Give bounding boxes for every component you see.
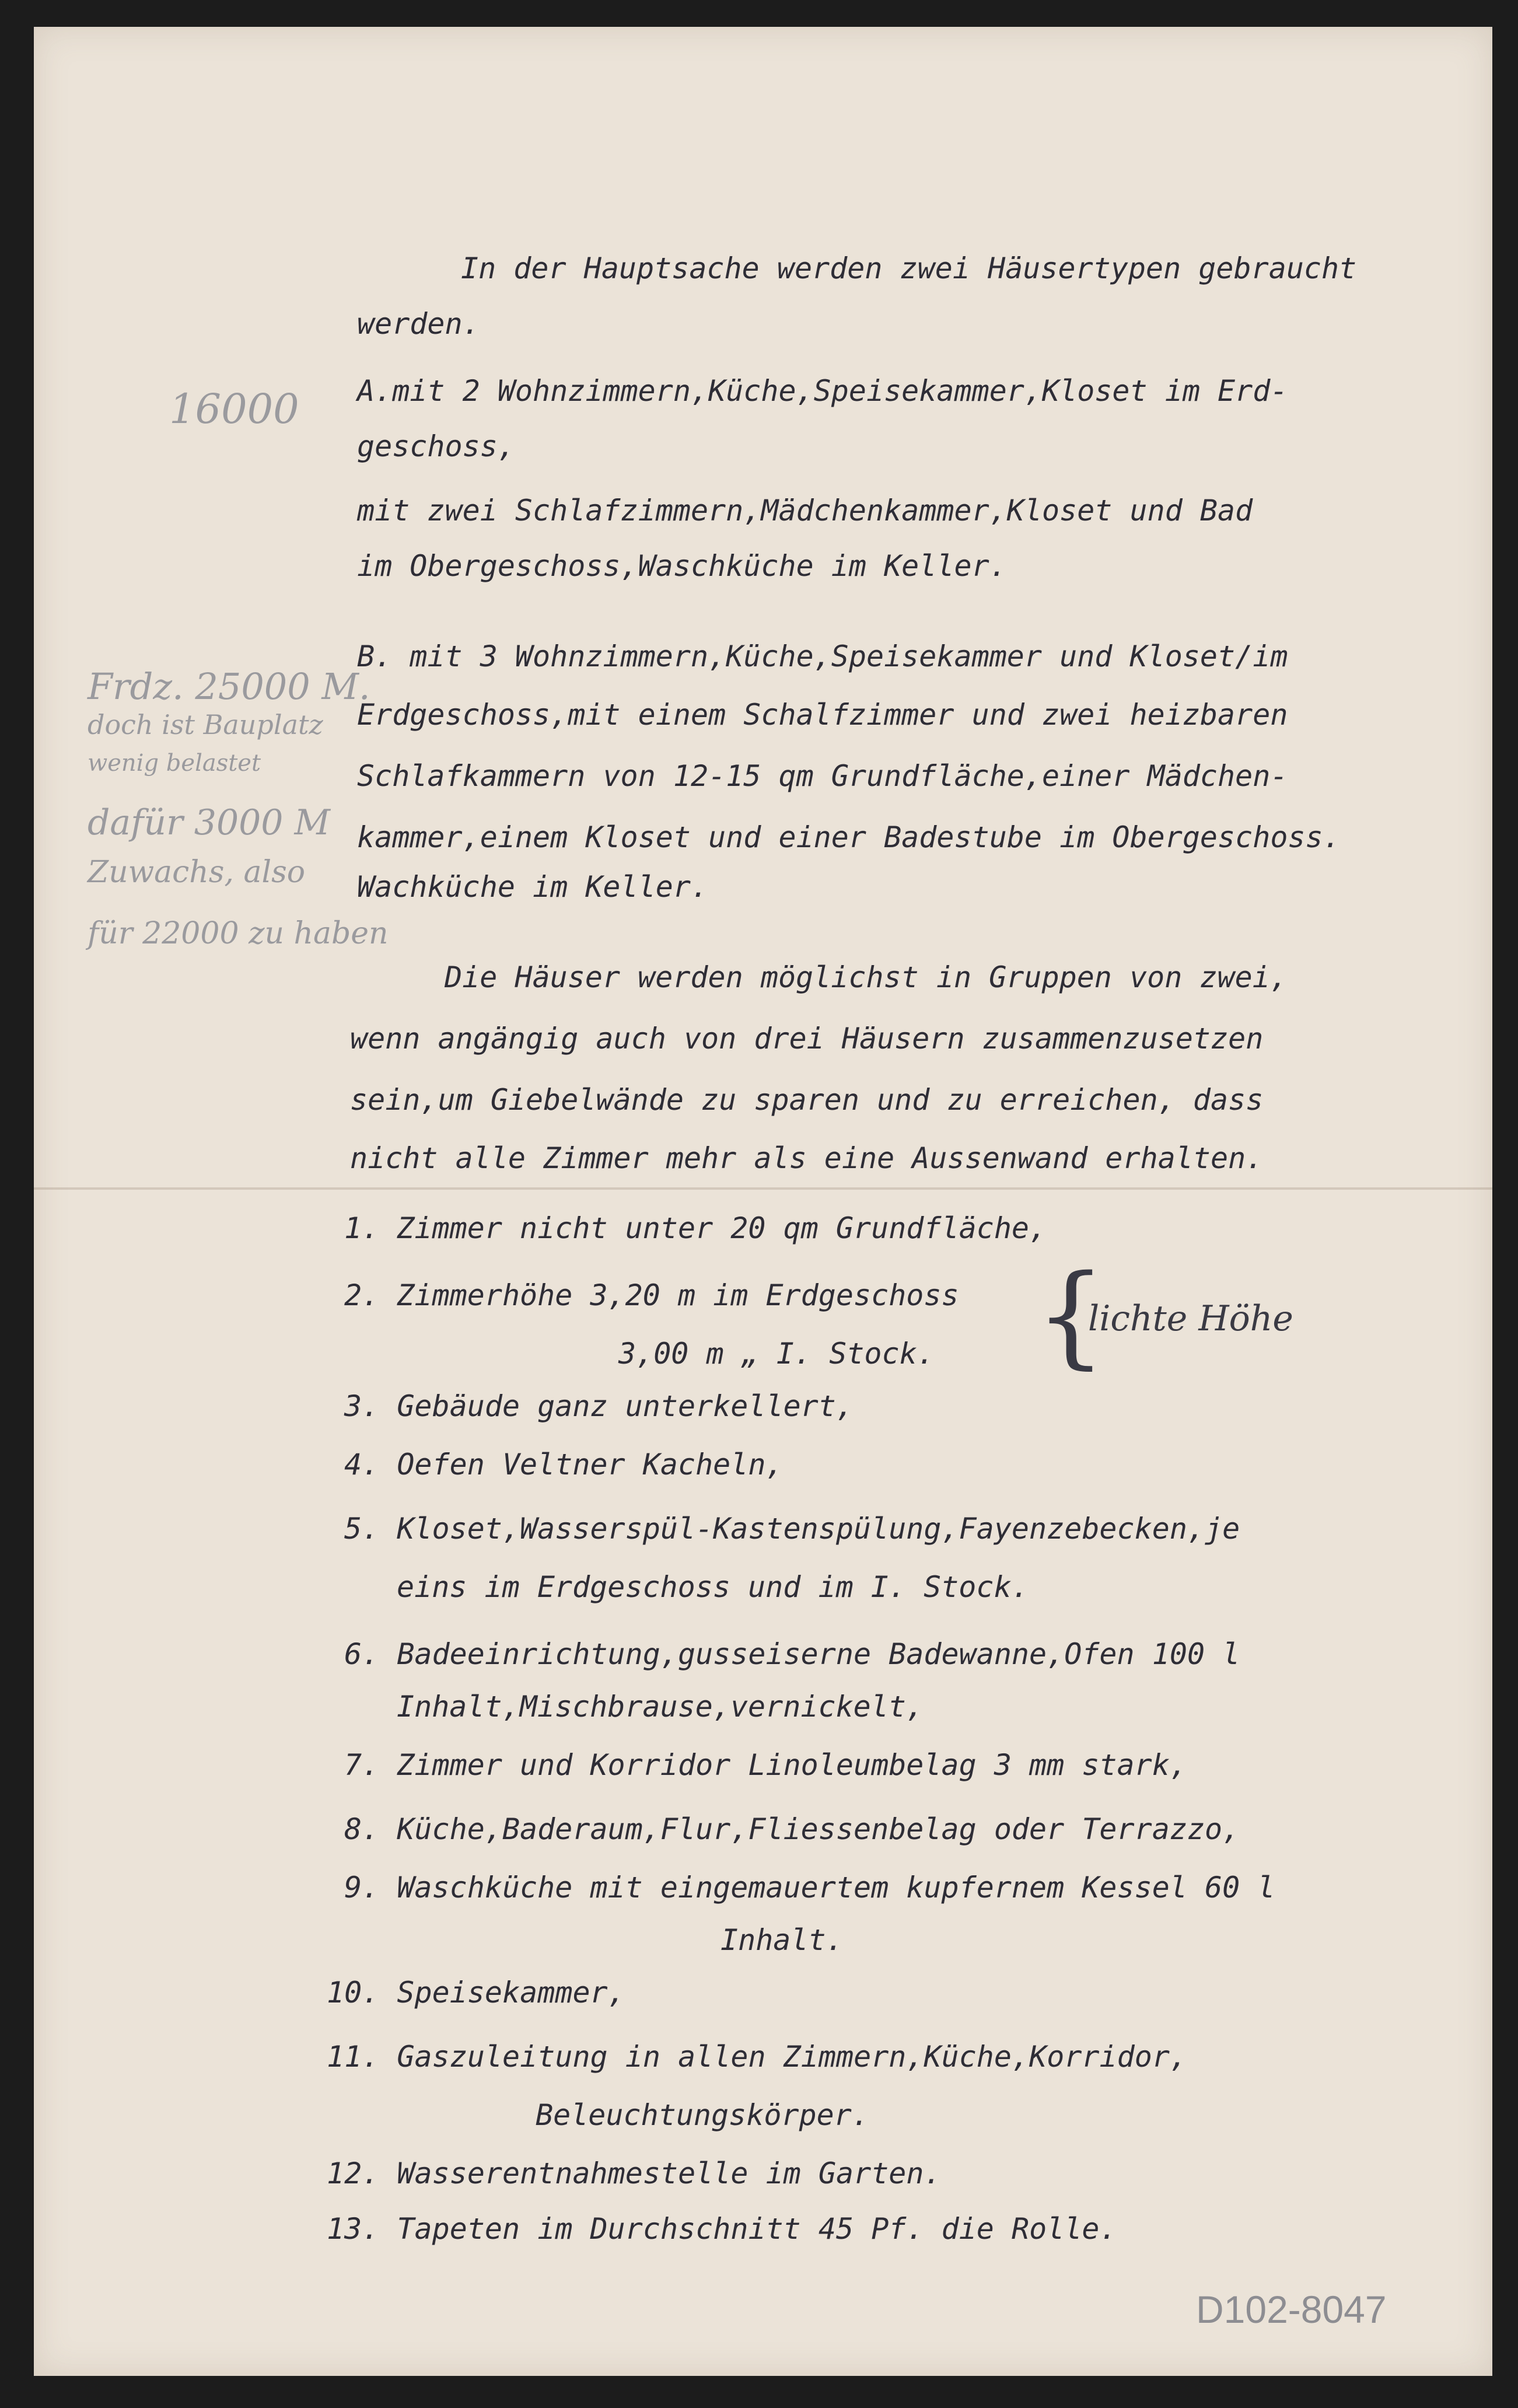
list-number: 13.	[327, 2212, 380, 2246]
type-a-line-4: im Obergeschoss,Waschküche im Keller.	[357, 549, 1007, 583]
list-number: 11.	[327, 2040, 380, 2074]
list-item-5	[344, 1511, 1240, 1546]
list-item-6-cont	[397, 1689, 924, 1724]
list-item-6	[344, 1637, 1240, 1672]
type-b-line-1: B. mit 3 Wohnzimmern,Küche,Speisekammer und Kloset/im	[357, 639, 1288, 673]
brace-note: lichte Höhe	[1088, 1298, 1293, 1339]
type-a-line-3: mit zwei Schlafzimmern,Mädchenkammer,Kloset und Bad	[357, 494, 1253, 527]
list-text: eins im Erdgeschoss und im I. Stock.	[397, 1570, 1029, 1604]
list-item-10	[327, 1975, 625, 2010]
list-item-11	[327, 2039, 1187, 2074]
list-item-11-cont	[536, 2098, 869, 2133]
intro-line-1: In der Hauptsache werden zwei Häusertypen gebraucht	[461, 251, 1357, 285]
list-text: Küche,Baderaum,Flur,Fliessenbelag oder Terrazzo,	[397, 1812, 1240, 1846]
margin-note-line: wenig belastet	[88, 750, 261, 777]
list-number: 9.	[344, 1871, 380, 1904]
list-item-9	[344, 1870, 1275, 1905]
list-text: Speisekammer,	[397, 1976, 625, 2009]
list-number: 8.	[344, 1812, 380, 1846]
list-text: Kloset,Wasserspül-Kastenspülung,Fayenzebecken,je	[397, 1512, 1240, 1546]
type-b-line-4: kammer,einem Kloset und einer Badestube im Obergeschoss.	[357, 820, 1341, 854]
type-b-line-5: Wachküche im Keller.	[357, 870, 709, 904]
list-text: Beleuchtungskörper.	[536, 2098, 869, 2132]
list-number: 1.	[344, 1211, 380, 1245]
list-item-8	[344, 1812, 1240, 1847]
list-text: Badeeinrichtung,gusseiserne Badewanne,Ofen 100 l	[397, 1637, 1240, 1671]
list-text: Gebäude ganz unterkellert,	[397, 1389, 854, 1423]
houses-line-4: nicht alle Zimmer mehr als eine Aussenwand erhalten.	[350, 1141, 1264, 1175]
list-text: 3,00 m „ I. Stock.	[618, 1337, 935, 1371]
houses-line-1: Die Häuser werden möglichst in Gruppen von zwei,	[445, 960, 1288, 994]
list-number: 7.	[344, 1748, 380, 1782]
list-number: 12.	[327, 2157, 380, 2190]
list-text: Tapeten im Durchschnitt 45 Pf. die Rolle.	[397, 2212, 1117, 2246]
list-number: 6.	[344, 1637, 380, 1671]
type-b-line-3: Schlafkammern von 12-15 qm Grundfläche,einer Mädchen-	[357, 759, 1288, 793]
list-text: Gaszuleitung in allen Zimmern,Küche,Korridor,	[397, 2040, 1188, 2074]
type-a-line-1: A.mit 2 Wohnzimmern,Küche,Speisekammer,Kloset im Erd-	[357, 374, 1288, 408]
list-item-3	[344, 1389, 854, 1424]
list-number: 5.	[344, 1512, 380, 1546]
list-number: 3.	[344, 1389, 380, 1423]
list-text: Wasserentnahmestelle im Garten.	[397, 2157, 942, 2190]
list-number: 10.	[327, 1976, 380, 2009]
margin-note-line: Zuwachs, also	[88, 855, 306, 890]
list-item-9-cont	[720, 1923, 844, 1958]
type-b-line-2: Erdgeschoss,mit einem Schalfzimmer und zwei heizbaren	[357, 698, 1288, 732]
list-number: 4.	[344, 1448, 380, 1481]
list-text: Inhalt,Mischbrause,vernickelt,	[397, 1690, 924, 1724]
list-text: Inhalt.	[720, 1923, 844, 1957]
list-text: Zimmer nicht unter 20 qm Grundfläche,	[397, 1211, 1047, 1245]
margin-note-line: doch ist Bauplatz	[88, 709, 323, 740]
list-item-12	[327, 2156, 942, 2191]
margin-note-type-a-cost: 16000	[169, 385, 299, 433]
intro-line-2: werden.	[357, 307, 480, 341]
list-item-4	[344, 1447, 784, 1482]
list-number: 2.	[344, 1278, 380, 1312]
houses-line-3: sein,um Giebelwände zu sparen und zu erreichen, dass	[350, 1083, 1264, 1117]
margin-note-line: für 22000 zu haben	[88, 916, 389, 951]
list-text: Oefen Veltner Kacheln,	[397, 1448, 784, 1481]
list-item-2-cont	[618, 1336, 935, 1371]
margin-note-line: dafür 3000 M	[88, 802, 330, 843]
curly-brace: {	[1036, 1251, 1106, 1380]
list-text: Waschküche mit eingemauertem kupfernem Kessel 60 l	[397, 1871, 1275, 1904]
list-item-13	[327, 2211, 1117, 2246]
list-item-1	[344, 1211, 1047, 1246]
list-item-7	[344, 1748, 1187, 1783]
list-text: Zimmerhöhe 3,20 m im Erdgeschoss	[397, 1278, 959, 1312]
type-a-line-2: geschoss,	[357, 429, 515, 463]
list-text: Zimmer und Korridor Linoleumbelag 3 mm stark,	[397, 1748, 1187, 1782]
list-item-5-cont	[397, 1570, 1029, 1605]
paper-fold-line	[34, 1187, 1492, 1190]
archive-stamp: D102-8047	[1196, 2288, 1387, 2331]
houses-line-2: wenn angängig auch von drei Häusern zusammenzusetzen	[350, 1022, 1264, 1056]
margin-note-line: Frdz. 25000 M.	[88, 665, 370, 708]
list-item-2	[344, 1278, 959, 1313]
